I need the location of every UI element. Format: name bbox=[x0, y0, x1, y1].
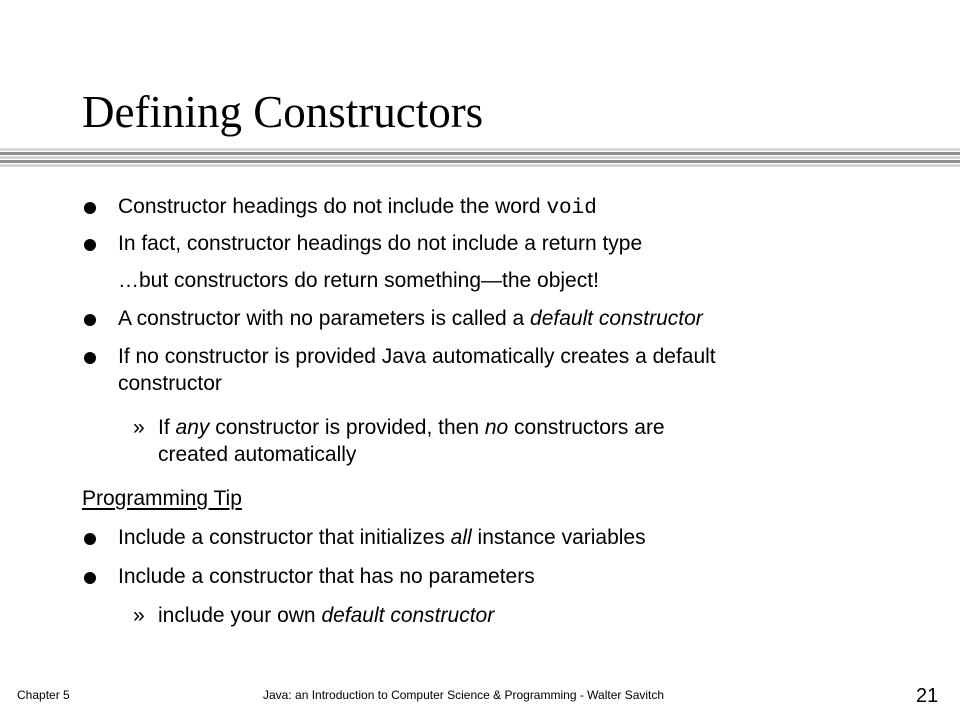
bullet-dot-icon bbox=[84, 314, 96, 326]
bullet-dot-icon bbox=[84, 202, 96, 214]
tip-initialize-before: Include a constructor that initializes bbox=[118, 526, 451, 549]
tip-initialize-after: instance variables bbox=[471, 526, 646, 549]
footer-book-title: Java: an Introduction to Computer Science & Programming - Walter Savitch bbox=[263, 688, 665, 702]
default-constructor-emphasis: default constructor bbox=[530, 307, 703, 330]
tip-subitem-default-constructor-emphasis: default constructor bbox=[321, 604, 495, 627]
subitem-text-middle: constructor is provided, then bbox=[209, 416, 485, 439]
title-underline-rule bbox=[0, 148, 960, 170]
programming-tip-heading: Programming Tip bbox=[82, 487, 242, 510]
tip-subitem-before: include your own bbox=[158, 604, 322, 627]
subitem-marker-icon: » bbox=[133, 604, 145, 627]
subitem-no-constructors-line-2: created automatically bbox=[158, 443, 357, 466]
bullet-dot-icon bbox=[84, 352, 96, 364]
bullet-constructor-void-text: Constructor headings do not include the word bbox=[118, 195, 547, 218]
bullet-constructor-void bbox=[118, 193, 597, 223]
bullet-return-type: In fact, constructor headings do not include a return type bbox=[118, 232, 643, 255]
subitem-text-before-any: If bbox=[158, 416, 176, 439]
subitem-no-constructors-line-1 bbox=[158, 414, 665, 442]
code-void: void bbox=[546, 197, 597, 220]
slide-title: Defining Constructors bbox=[82, 87, 484, 137]
subitem-text-after: constructors are bbox=[508, 416, 665, 439]
bullet-return-type-continuation: …but constructors do return something—the object! bbox=[118, 269, 599, 292]
bullet-automatic-default-line-1: If no constructor is provided Java automatically creates a default bbox=[118, 345, 716, 368]
page-number: 21 bbox=[916, 685, 939, 707]
tip-subitem-default-constructor bbox=[158, 602, 494, 630]
tip-all-emphasis: all bbox=[450, 526, 472, 549]
subitem-any-emphasis: any bbox=[175, 416, 210, 439]
subitem-marker-icon: » bbox=[133, 416, 145, 439]
bullet-dot-icon bbox=[84, 572, 96, 584]
bullet-automatic-default-line-2: constructor bbox=[118, 372, 222, 395]
subitem-no-emphasis: no bbox=[484, 416, 509, 439]
bullet-dot-icon bbox=[84, 239, 96, 251]
bullet-default-constructor bbox=[118, 305, 703, 333]
tip-bullet-initialize-all bbox=[118, 524, 646, 552]
tip-bullet-no-parameters: Include a constructor that has no parameters bbox=[118, 565, 535, 588]
default-constructor-prefix: A constructor with no parameters is called a bbox=[118, 307, 531, 330]
footer-chapter: Chapter 5 bbox=[17, 688, 70, 702]
bullet-dot-icon bbox=[84, 533, 96, 545]
